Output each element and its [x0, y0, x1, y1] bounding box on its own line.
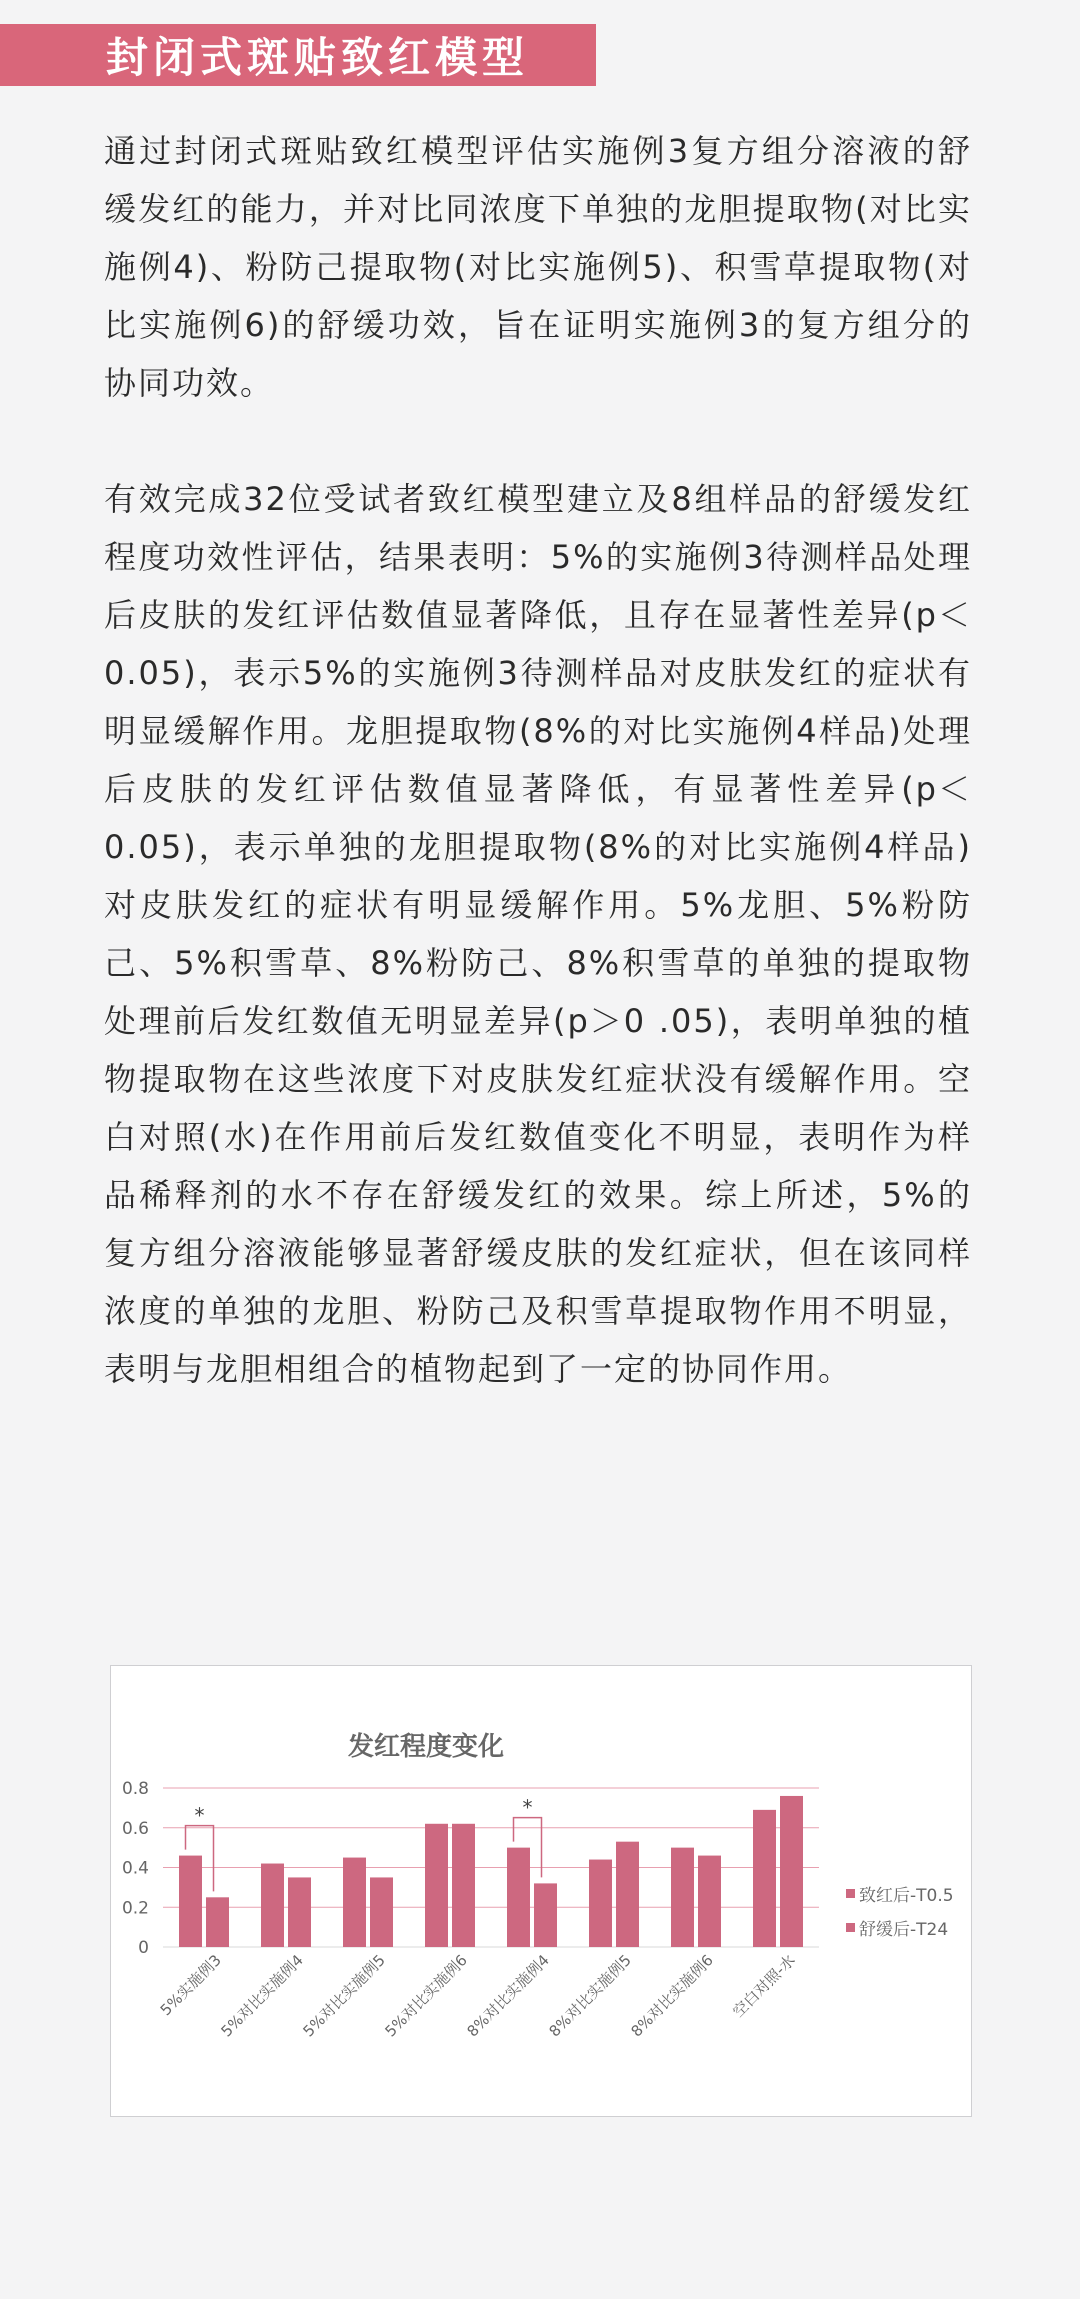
- legend-swatch-series-2: [846, 1923, 855, 1932]
- bar: [288, 1877, 311, 1947]
- significance-star: *: [194, 1803, 205, 1828]
- x-tick-label: 5%对比实施例5: [299, 1951, 389, 2041]
- section-title-bar: [0, 24, 596, 86]
- y-tick-label: 0.6: [121, 1818, 149, 1839]
- legend-label-series-2: 舒缓后-T24: [859, 1919, 949, 1940]
- bar: [370, 1877, 393, 1947]
- chart-title: 发红程度变化: [347, 1732, 504, 1762]
- x-tick-label: 5%实施例3: [156, 1951, 225, 2020]
- bar: [589, 1860, 612, 1947]
- bar: [698, 1856, 721, 1947]
- bar: [616, 1842, 639, 1947]
- x-tick-label: 8%对比实施例6: [627, 1951, 717, 2041]
- chart-container: [110, 1665, 972, 2117]
- results-paragraph: 有效完成32位受试者致红模型建立及8组样品的舒缓发红程度功效性评估，结果表明：5%的实施例3待测样品处理后皮肤的发红评估数值显著降低，且存在显著性差异(p＜0.05)，表示5%的实施例3待测样品对皮肤发红的症状有明显缓解作用。龙胆提取物(8%的对比实施例4样品)处理后皮肤的发红评估数值显著降低，有显著性差异(p＜0.05)，表示单独的龙胆提取物(8%的对比实施例4样品)对皮肤发红的症状有明显缓解作用。5%龙胆、5%粉防己、5%积雪草、8%粉防己、8%积雪草的单独的提取物处理前后发红数值无明显差异(p＞0 .05)，表明单独的植物提取物在这些浓度下对皮肤发红症状没有缓解作用。空白对照(水)在作用前后发红数值变化不明显，表明作为样品稀释剂的水不存在舒缓发红的效果。综上所述，5%的复方组分溶液能够显著舒缓皮肤的发红症状，但在该同样浓度的单独的龙胆、粉防己及积雪草提取物作用不明显，表明与龙胆相组合的植物起到了一定的协同作用。: [104, 480, 972, 1388]
- bar: [343, 1858, 366, 1947]
- bar: [261, 1864, 284, 1947]
- intro-paragraph: 通过封闭式斑贴致红模型评估实施例3复方组分溶液的舒缓发红的能力，并对比同浓度下单独的龙胆提取物(对比实施例4)、粉防己提取物(对比实施例5)、积雪草提取物(对比实施例6)的舒缓功效，旨在证明实施例3的复方组分的协同功效。: [104, 132, 972, 402]
- bar: [425, 1824, 448, 1947]
- bar-chart: [111, 1666, 971, 2116]
- legend-swatch-series-1: [846, 1889, 855, 1898]
- bar: [452, 1824, 475, 1947]
- bar: [671, 1848, 694, 1947]
- x-tick-label: 空白对照-水: [729, 1951, 799, 2021]
- x-tick-label: 8%对比实施例5: [545, 1951, 635, 2041]
- chart-legend: [846, 1876, 954, 1944]
- x-tick-label: 5%对比实施例4: [217, 1951, 307, 2041]
- y-tick-label: 0: [138, 1938, 149, 1958]
- legend-item-series-1: [846, 1876, 954, 1910]
- y-tick-label: 0.4: [121, 1858, 149, 1879]
- bar: [534, 1883, 557, 1947]
- bar: [179, 1856, 202, 1947]
- bar: [753, 1810, 776, 1947]
- legend-label-series-1: 致红后-T0.5: [859, 1885, 954, 1906]
- x-tick-label: 5%对比实施例6: [381, 1951, 471, 2041]
- y-tick-label: 0.8: [121, 1779, 149, 1799]
- bar: [780, 1796, 803, 1947]
- y-tick-label: 0.2: [121, 1898, 149, 1919]
- significance-star: *: [522, 1795, 533, 1820]
- bar: [206, 1897, 229, 1947]
- section-title: 封闭式斑贴致红模型: [106, 33, 530, 82]
- bar: [507, 1848, 530, 1947]
- legend-item-series-2: [846, 1910, 954, 1944]
- x-tick-label: 8%对比实施例4: [463, 1951, 553, 2041]
